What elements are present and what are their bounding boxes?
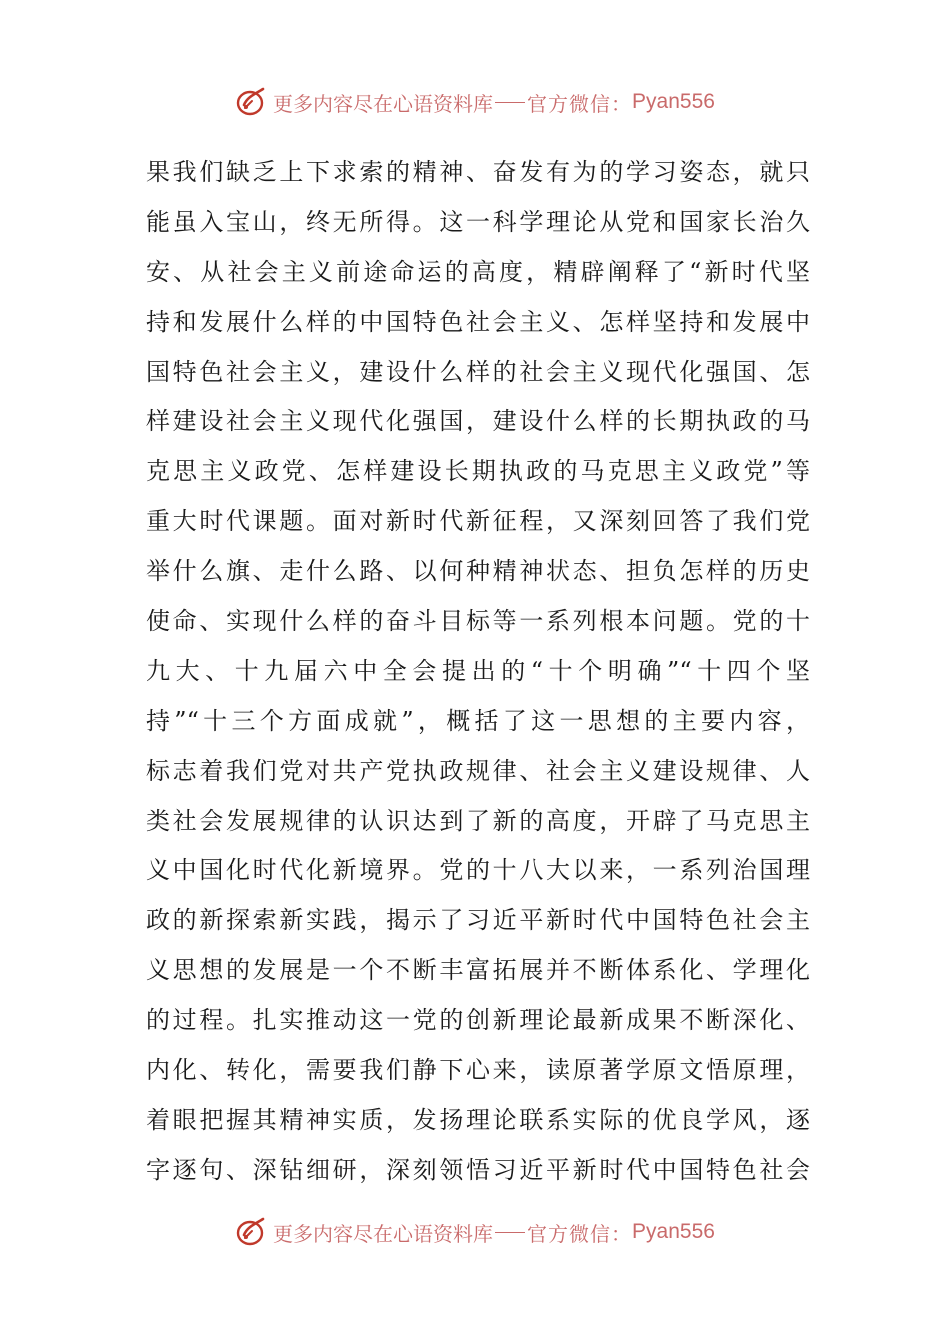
text-line: 安、从社会主义前途命运的高度，精辟阐释了“新时代坚 xyxy=(146,257,810,286)
text-line: 重大时代课题。面对新时代新征程，又深刻回答了我们党 xyxy=(146,507,810,536)
text-line: 义思想的发展是一个不断丰富拓展并不断体系化、学理化 xyxy=(146,956,810,985)
text-line: 能虽入宝山，终无所得。这一科学理论从党和国家长治久 xyxy=(146,207,810,236)
text-line: 义中国化时代化新境界。党的十八大以来，一系列治国理 xyxy=(146,856,810,885)
text-line: 样建设社会主义现代化强国，建设什么样的长期执政的马 xyxy=(146,407,810,436)
pen-logo-icon xyxy=(235,1215,269,1249)
footer-brand-text: 更多内容尽在心语资料库 xyxy=(273,1221,494,1246)
footer-watermark-banner xyxy=(0,1212,950,1252)
text-line: 果我们缺乏上下求索的精神、奋发有为的学习姿态，就只 xyxy=(146,158,810,186)
text-line: 内化、转化，需要我们静下心来，读原著学原文悟原理， xyxy=(146,1056,810,1085)
text-line: 持和发展什么样的中国特色社会主义、怎样坚持和发展中 xyxy=(146,307,810,336)
header-brand-text: 更多内容尽在心语资料库 xyxy=(273,91,494,116)
text-line: 着眼把握其精神实质，发扬理论联系实际的优良学风，逐 xyxy=(146,1105,810,1134)
header-watermark-banner xyxy=(0,82,950,122)
text-line: 字逐句、深钻细研，深刻领悟习近平新时代中国特色社会 xyxy=(146,1155,810,1184)
text-line: 举什么旗、走什么路、以何种精神状态、担负怎样的历史 xyxy=(146,557,810,586)
document-body xyxy=(146,148,810,1196)
text-line: 克思主义政党、怎样建设长期执政的马克思主义政党”等 xyxy=(146,457,810,486)
text-line: 持”“十三个方面成就”，概括了这一思想的主要内容， xyxy=(146,706,810,735)
footer-wechat-label: 官方微信： xyxy=(527,1221,633,1246)
text-line: 政的新探索新实践，揭示了习近平新时代中国特色社会主 xyxy=(146,906,810,935)
text-line: 九大、十九届六中全会提出的“十个明确”“十四个坚 xyxy=(146,656,810,685)
text-line: 使命、实现什么样的奋斗目标等一系列根本问题。党的十 xyxy=(146,607,810,636)
header-dash-divider xyxy=(495,102,525,103)
footer-dash-divider xyxy=(495,1232,525,1233)
text-line: 的过程。扎实推动这一党的创新理论最新成果不断深化、 xyxy=(146,1006,810,1035)
pen-logo-icon xyxy=(235,85,269,119)
text-line: 国特色社会主义，建设什么样的社会主义现代化强国、怎 xyxy=(146,357,810,386)
footer-wechat-id: Pyan556 xyxy=(632,1220,715,1243)
header-wechat-id: Pyan556 xyxy=(632,90,715,113)
text-line: 标志着我们党对共产党执政规律、社会主义建设规律、人 xyxy=(146,756,810,785)
text-line: 类社会发展规律的认识达到了新的高度，开辟了马克思主 xyxy=(146,806,810,835)
header-wechat-label: 官方微信： xyxy=(527,91,633,116)
